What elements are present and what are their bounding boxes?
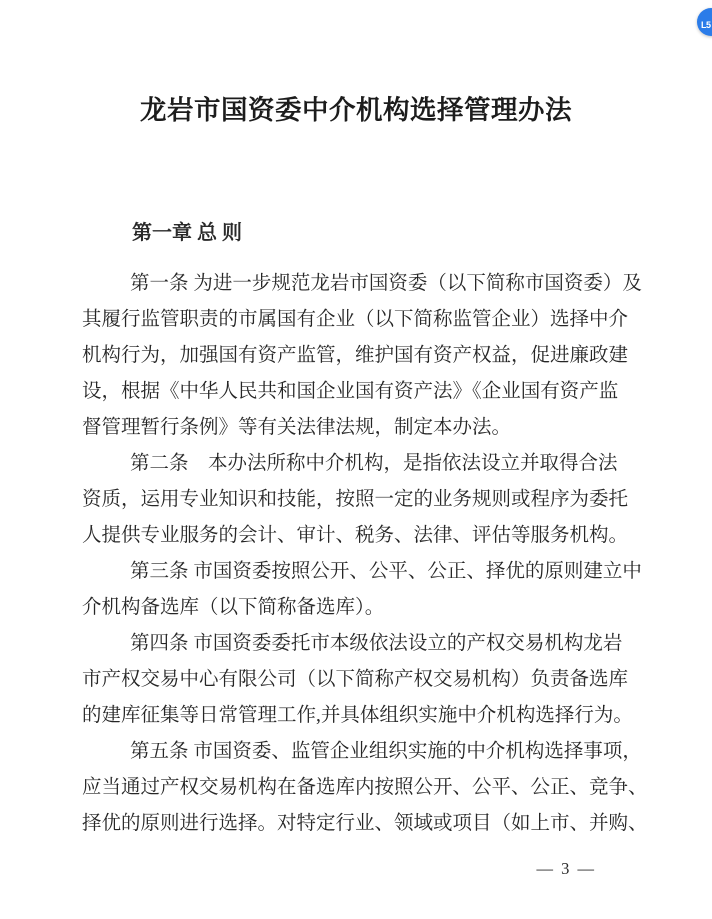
floating-widget-icon[interactable] <box>697 8 712 36</box>
text-line: 介机构备选库（以下简称备选库）。 <box>82 597 385 618</box>
text-line: 设，根据《中华人民共和国企业国有资产法》《企业国有资产监 <box>82 381 619 402</box>
text-line: 应当通过产权交易机构在备选库内按照公开、公平、公正、竞争、 <box>82 777 648 798</box>
page-number: — 3 — <box>536 859 596 878</box>
document-body <box>82 266 648 842</box>
text-line: 的建库征集等日常管理工作,并具体组织实施中介机构选择行为。 <box>82 705 633 726</box>
text-line: 第一条 为进一步规范龙岩市国资委（以下简称市国资委）及 <box>130 273 642 294</box>
text-line: 机构行为，加强国有资产监管，维护国有资产权益，促进廉政建 <box>82 345 629 366</box>
floating-widget-glyph: L5 <box>701 20 711 30</box>
text-line: 资质，运用专业知识和技能，按照一定的业务规则或程序为委托 <box>82 489 629 510</box>
document-title: 龙岩市国资委中介机构选择管理办法 <box>140 95 572 125</box>
text-line: 择优的原则进行选择。对特定行业、领域或项目（如上市、并购、 <box>82 813 648 834</box>
chapter-heading: 第一章 总 则 <box>132 222 242 244</box>
text-line: 人提供专业服务的会计、审计、税务、法律、评估等服务机构。 <box>82 525 629 546</box>
text-line: 市产权交易中心有限公司（以下简称产权交易机构）负责备选库 <box>82 669 629 690</box>
text-line: 第四条 市国资委委托市本级依法设立的产权交易机构龙岩 <box>130 633 623 654</box>
text-line: 第三条 市国资委按照公开、公平、公正、择优的原则建立中 <box>130 561 642 582</box>
text-line: 督管理暂行条例》等有关法律法规，制定本办法。 <box>82 417 512 438</box>
text-line: 其履行监管职责的市属国有企业（以下简称监管企业）选择中介 <box>82 309 629 330</box>
text-line: 第二条 本办法所称中介机构，是指依法设立并取得合法 <box>130 453 618 474</box>
text-line: 第五条 市国资委、监管企业组织实施的中介机构选择事项， <box>130 741 642 762</box>
